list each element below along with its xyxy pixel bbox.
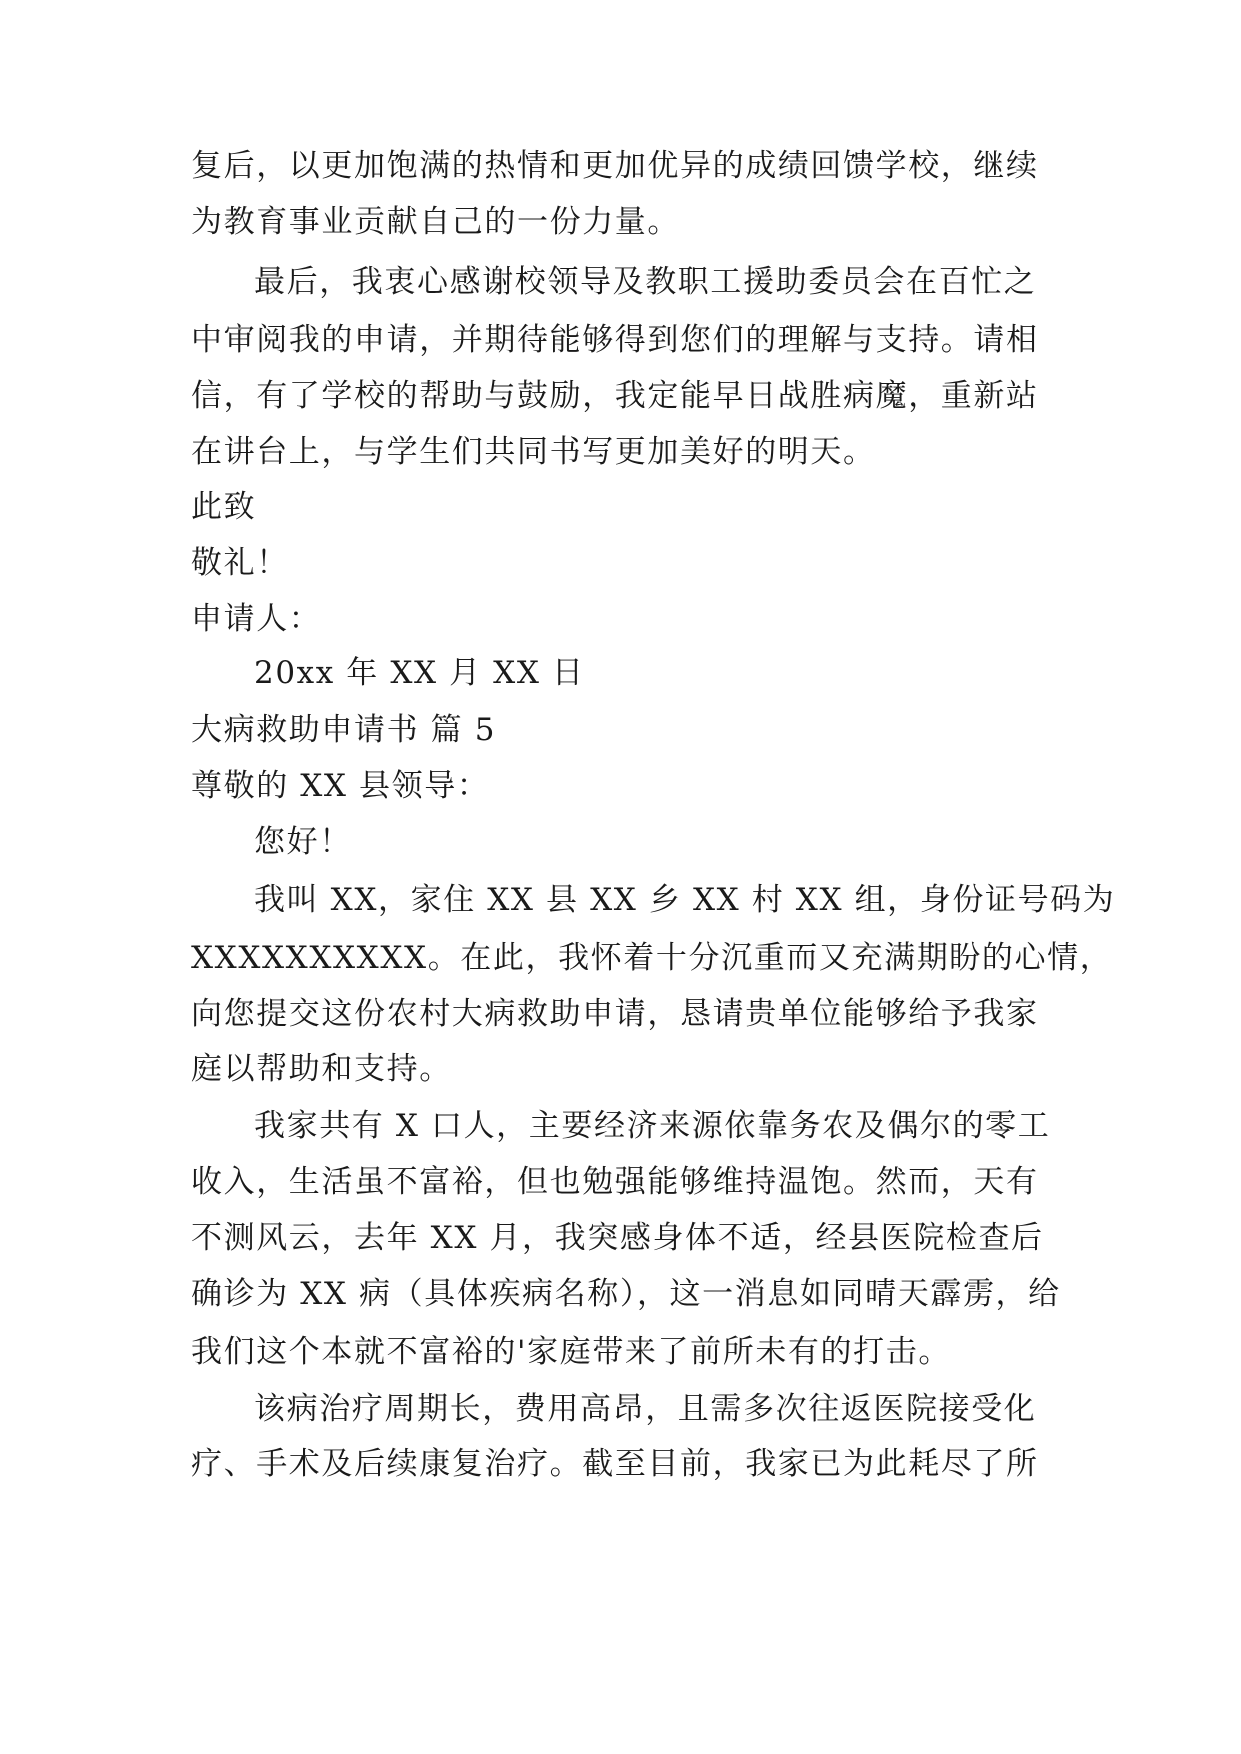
paragraph-line: 在讲台上，与学生们共同书写更加美好的明天。 [191,434,876,470]
salutation: 尊敬的 XX 县领导： [191,768,490,804]
closing-line: 此致 [191,489,257,525]
paragraph-line: 复后，以更加饱满的热情和更加优异的成绩回馈学校，继续 [191,148,1039,184]
paragraph-line: 确诊为 XX 病（具体疾病名称），这一消息如同晴天霹雳，给 [191,1276,1061,1312]
paragraph-line: 不测风云，去年 XX 月，我突感身体不适，经县医院检查后 [191,1220,1044,1256]
paragraph-line: 最后，我衷心感谢校领导及教职工援助委员会在百忙之 [254,264,1037,300]
paragraph-line: 为教育事业贡献自己的一份力量。 [191,204,680,240]
paragraph-line: 我们这个本就不富裕的'家庭带来了前所未有的打击。 [191,1334,951,1370]
paragraph-line: 信，有了学校的帮助与鼓励，我定能早日战胜病魔，重新站 [191,378,1039,414]
closing-salute: 敬礼！ [191,545,289,581]
paragraph-line: 疗、手术及后续康复治疗。截至目前，我家已为此耗尽了所 [191,1446,1039,1482]
paragraph-line: 中审阅我的申请，并期待能够得到您们的理解与支持。请相 [191,322,1039,358]
paragraph-line: 我家共有 X 口人，主要经济来源依靠务农及偶尔的零工 [254,1108,1051,1144]
paragraph-line: 我叫 XX，家住 XX 县 XX 乡 XX 村 XX 组，身份证号码为 [254,882,1116,918]
paragraph-line: 向您提交这份农村大病救助申请，恳请贵单位能够给予我家 [191,996,1039,1032]
greeting: 您好！ [254,824,352,860]
paragraph-line: 收入，生活虽不富裕，但也勉强能够维持温饱。然而，天有 [191,1164,1039,1200]
section-title: 大病救助申请书 篇 5 [191,712,497,748]
paragraph-line: 庭以帮助和支持。 [191,1051,452,1087]
date-line: 20xx 年 XX 月 XX 日 [254,655,585,691]
paragraph-line: 该病治疗周期长，费用高昂，且需多次往返医院接受化 [254,1391,1037,1427]
paragraph-line: XXXXXXXXXX。在此，我怀着十分沉重而又充满期盼的心情， [191,940,1113,976]
applicant-label: 申请人： [191,601,322,637]
